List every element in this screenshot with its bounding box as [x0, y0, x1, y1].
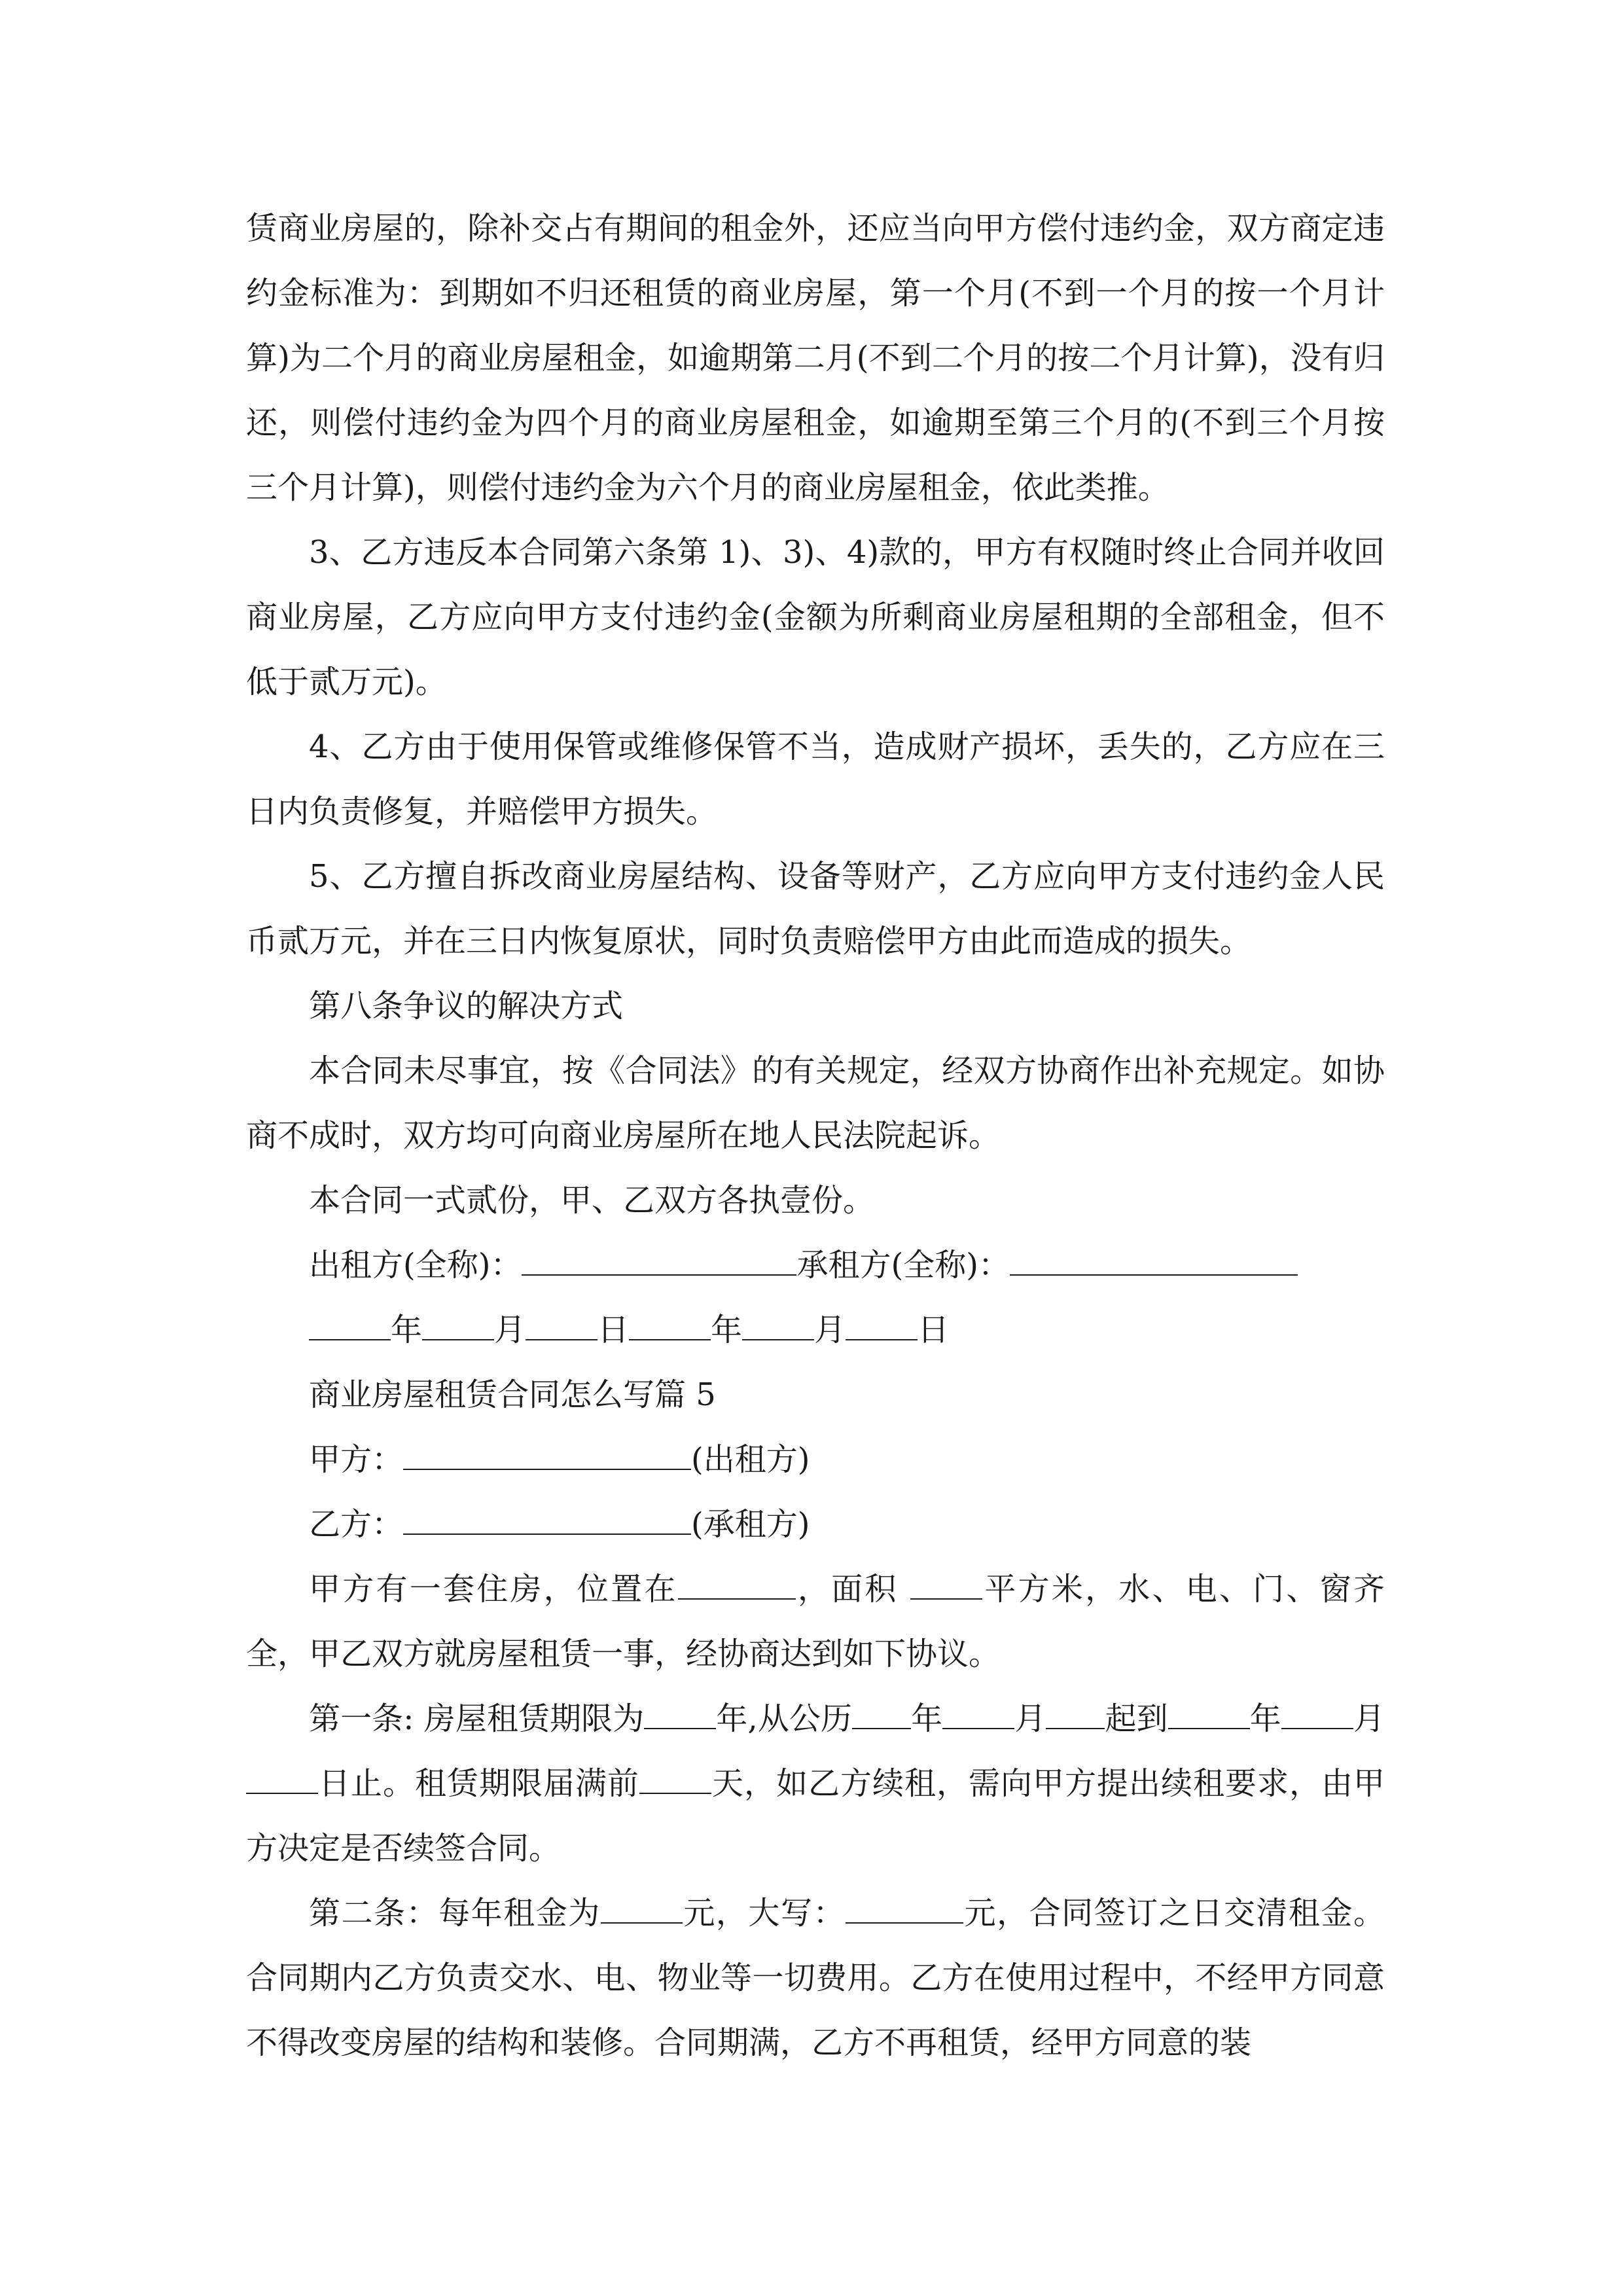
- breach-clause-5: 5、乙方擅自拆改商业房屋结构、设备等财产，乙方应向甲方支付违约金人民币贰万元，并在三日内恢复原状，同时负责赔偿甲方由此而造成的损失。: [246, 858, 1385, 960]
- year-label: 年: [711, 1312, 743, 1348]
- party-b-label: 乙方：: [309, 1506, 404, 1543]
- party-a-line: [246, 1427, 1385, 1492]
- article-2: [246, 1881, 1385, 2075]
- article-1-text-year: 年: [911, 1700, 943, 1737]
- article-1-text-renewal: 天，如乙方续租，需向甲方提出续租要求，由甲方决定是否续签合同。: [246, 1765, 1385, 1867]
- start-day-blank[interactable]: [1046, 1691, 1105, 1729]
- article-1-text-until: 起到: [1105, 1700, 1168, 1737]
- rent-capital-blank[interactable]: [846, 1886, 963, 1924]
- lessee-label: 承租方(全称)：: [796, 1247, 1010, 1283]
- article-1: [246, 1687, 1385, 1881]
- day-label: 日: [918, 1312, 950, 1348]
- article-1-text-before: 日止。租赁期限届满前: [318, 1765, 639, 1802]
- article-1-text-month: 月: [1014, 1700, 1046, 1737]
- end-month-blank[interactable]: [1281, 1691, 1353, 1729]
- lessor-year-blank[interactable]: [309, 1302, 391, 1340]
- article-1-text-from: 年,从公历: [716, 1700, 853, 1737]
- party-a-name-blank[interactable]: [403, 1432, 691, 1470]
- intro-text-location: 甲方有一套住房，位置在: [309, 1571, 678, 1607]
- day-label: 日: [597, 1312, 630, 1348]
- notice-days-blank[interactable]: [639, 1756, 711, 1794]
- month-label: 月: [494, 1312, 526, 1348]
- article-2-text-rest: 元，合同签订之日交清租金。合同期内乙方负责交水、电、物业等一切费用。乙方在使用过程中，不经甲方同意不得改变房屋的结构和装修。合同期满，乙方不再租赁，经甲方同意的装: [246, 1895, 1385, 2061]
- article-8-title: 第八条争议的解决方式: [309, 988, 624, 1024]
- property-intro: [246, 1557, 1385, 1687]
- article-1-text-term: : 房屋租赁期限为: [403, 1700, 645, 1737]
- area-blank[interactable]: [910, 1562, 982, 1600]
- breach-clause-2-continued: 赁商业房屋的，除补交占有期间的租金外，还应当向甲方偿付违约金，双方商定违约金标准为：到期如不归还租赁的商业房屋，第一个月(不到一个月的按一个月计算)为二个月的商业房屋租金，如逾期第二月(不到二个月的按二个月计算)，没有归还，则偿付违约金为四个月的商业房屋租金，如逾期至第三个月的(不到三个月按三个月计算)，则偿付违约金为六个月的商业房屋租金，依此类推。: [246, 210, 1385, 506]
- term-years-blank[interactable]: [644, 1691, 716, 1729]
- party-a-role: (出租方): [691, 1441, 810, 1478]
- lessor-label: 出租方(全称)：: [309, 1247, 522, 1283]
- lessee-month-blank[interactable]: [742, 1302, 814, 1340]
- location-blank[interactable]: [678, 1562, 796, 1600]
- intro-text-area: ，面积: [795, 1571, 911, 1607]
- party-a-label: 甲方：: [309, 1441, 404, 1478]
- start-month-blank[interactable]: [942, 1691, 1014, 1729]
- copies-clause: 本合同一式贰份，甲、乙双方各执壹份。: [309, 1182, 875, 1219]
- intro-text-rest: 平方米，水、电、门、窗齐全，甲乙双方就房屋租赁一事，经协商达到如下协议。: [246, 1571, 1385, 1672]
- document-page: [246, 196, 1385, 2075]
- year-label: 年: [391, 1312, 423, 1348]
- lessor-day-blank[interactable]: [526, 1302, 597, 1340]
- lessee-year-blank[interactable]: [629, 1302, 711, 1340]
- article-2-text-capital: 元，大写：: [682, 1895, 846, 1931]
- lessor-month-blank[interactable]: [422, 1302, 494, 1340]
- end-year-blank[interactable]: [1168, 1691, 1250, 1729]
- article-8-body: 本合同未尽事宜，按《合同法》的有关规定，经双方协商作出补充规定。如协商不成时，双方均可向商业房屋所在地人民法院起诉。: [246, 1052, 1385, 1154]
- signature-line: [246, 1233, 1385, 1298]
- article-2-text-rent: 第二条：每年租金为: [309, 1895, 601, 1931]
- month-label: 月: [814, 1312, 846, 1348]
- lessor-name-blank[interactable]: [522, 1238, 796, 1276]
- breach-clause-4: 4、乙方由于使用保管或维修保管不当，造成财产损坏，丢失的，乙方应在三日内负责修复，并赔偿甲方损失。: [246, 728, 1385, 830]
- article-1-text-year-2: 年: [1249, 1700, 1281, 1737]
- signature-date-line: [246, 1298, 1385, 1363]
- lessee-name-blank[interactable]: [1010, 1238, 1298, 1276]
- contract-5-title: 商业房屋租赁合同怎么写篇 5: [309, 1376, 716, 1413]
- lessee-day-blank[interactable]: [846, 1302, 918, 1340]
- party-b-role: (承租方): [691, 1506, 810, 1543]
- party-b-name-blank[interactable]: [403, 1497, 691, 1535]
- party-b-line: [246, 1492, 1385, 1557]
- article-1-label: 第一条: [309, 1700, 404, 1737]
- breach-clause-3: 3、乙方违反本合同第六条第 1)、3)、4)款的，甲方有权随时终止合同并收回商业房屋，乙方应向甲方支付违约金(金额为所剩商业房屋租期的全部租金，但不低于贰万元)。: [246, 534, 1385, 700]
- end-day-blank[interactable]: [246, 1756, 318, 1794]
- article-1-text-month-2: 月: [1353, 1700, 1385, 1737]
- rent-amount-blank[interactable]: [601, 1886, 683, 1924]
- start-year-blank[interactable]: [852, 1691, 911, 1729]
